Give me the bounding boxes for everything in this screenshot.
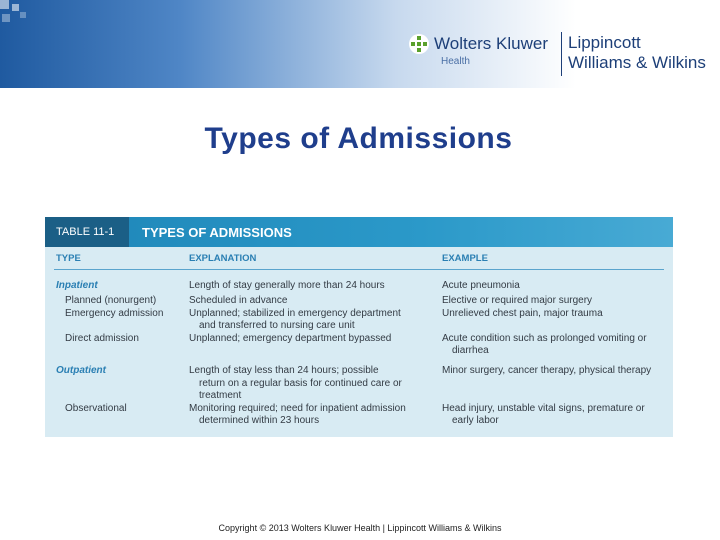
- explanation-cell: Monitoring required; need for inpatient admission: [189, 403, 406, 414]
- explanation-cell: Unplanned; stabilized in emergency department: [189, 308, 401, 319]
- example-cell: diarrhea: [452, 345, 489, 356]
- slide-title: Types of Admissions: [204, 122, 513, 155]
- imprint-line1: Lippincott: [568, 33, 641, 52]
- admissions-table: [45, 217, 673, 437]
- copyright-footer: Copyright © 2013 Wolters Kluwer Health | Lippincott Williams & Wilkins: [218, 523, 502, 533]
- example-cell: Minor surgery, cancer therapy, physical therapy: [442, 365, 652, 376]
- table-header-bar: [45, 217, 673, 247]
- wolters-kluwer-logo-icon: [408, 33, 430, 55]
- explanation-cell: determined within 23 hours: [199, 415, 320, 426]
- example-cell: Head injury, unstable vital signs, premature or: [442, 403, 645, 414]
- logo-divider: [561, 32, 562, 76]
- example-cell: early labor: [452, 415, 499, 426]
- type-cell-emergency: Emergency admission: [65, 308, 164, 319]
- example-cell: Acute condition such as prolonged vomiting or: [442, 333, 647, 344]
- explanation-cell: and transferred to nursing care unit: [199, 320, 355, 331]
- example-cell: Unrelieved chest pain, major trauma: [442, 308, 603, 319]
- type-cell-inpatient: Inpatient: [56, 280, 98, 291]
- column-header-explanation: EXPLANATION: [189, 253, 257, 264]
- explanation-cell: Length of stay generally more than 24 hours: [189, 280, 385, 291]
- column-header-example: EXAMPLE: [442, 253, 488, 264]
- table-label: TABLE 11-1: [45, 217, 129, 247]
- example-cell: Acute pneumonia: [442, 280, 520, 291]
- lww-logo: [568, 33, 706, 73]
- type-cell-observational: Observational: [65, 403, 127, 414]
- explanation-cell: treatment: [199, 390, 242, 401]
- type-cell-planned: Planned (nonurgent): [65, 295, 157, 306]
- explanation-cell: Scheduled in advance: [189, 295, 288, 306]
- example-cell: Elective or required major surgery: [442, 295, 593, 306]
- explanation-cell: Length of stay less than 24 hours; possible: [189, 365, 379, 376]
- header-banner: [0, 0, 720, 88]
- imprint-line2: Williams & Wilkins: [568, 53, 706, 72]
- table-title: TYPES OF ADMISSIONS: [142, 225, 292, 240]
- publisher-name: Wolters Kluwer: [434, 34, 548, 53]
- column-header-type: TYPE: [56, 253, 81, 264]
- wolters-kluwer-logo: [408, 31, 558, 71]
- decorative-squares: [0, 0, 40, 30]
- publisher-division: Health: [441, 56, 470, 67]
- explanation-cell: return on a regular basis for continued care or: [199, 378, 402, 389]
- type-cell-outpatient: Outpatient: [56, 365, 106, 376]
- type-cell-direct: Direct admission: [65, 333, 139, 344]
- explanation-cell: Unplanned; emergency department bypassed: [189, 333, 392, 344]
- header-rule: [54, 269, 664, 270]
